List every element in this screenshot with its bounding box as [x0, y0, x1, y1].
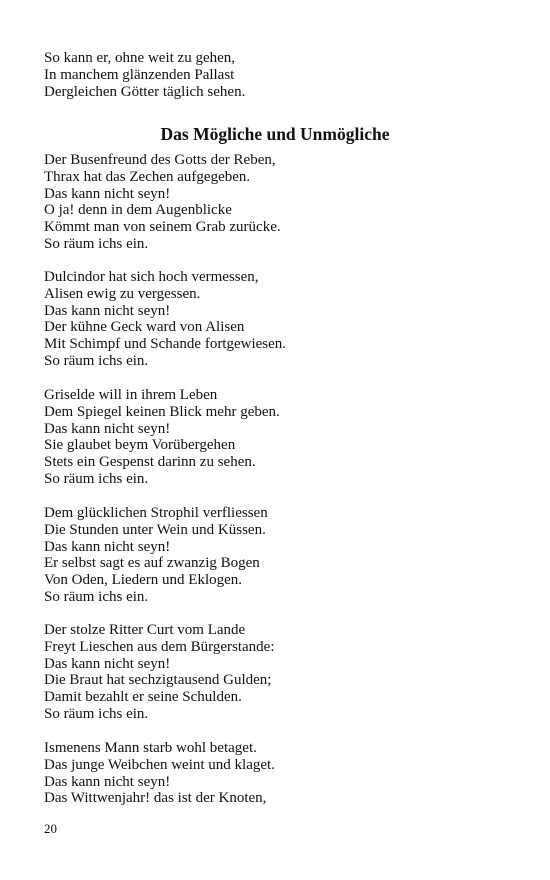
poem-line: Stets ein Gespenst darinn zu sehen.	[44, 454, 256, 471]
poem-line: Der Busenfreund des Gotts der Reben,	[44, 152, 276, 168]
poem-line: Die Braut hat sechzigtausend Gulden;	[44, 672, 272, 689]
poem-line: Der stolze Ritter Curt vom Lande	[44, 622, 246, 638]
poem-line: Dergleichen Götter täglich sehen.	[44, 83, 246, 100]
poem-line: Freyt Lieschen aus dem Bürgerstande:	[44, 638, 275, 655]
poem-line: Das junge Weibchen weint und klaget.	[44, 756, 275, 773]
poem-line: O ja! denn in dem Augenblicke	[44, 202, 232, 219]
stanza	[44, 622, 514, 723]
poem-line: Alisen ewig zu vergessen.	[44, 285, 201, 302]
stanza	[44, 505, 514, 606]
poem-line: Damit bezahlt er seine Schulden.	[44, 689, 242, 706]
poem-line: Der kühne Geck ward von Alisen	[44, 319, 245, 336]
poem-title: Das Mögliche und Unmögliche	[160, 124, 390, 144]
poem-line: In manchem glänzenden Pallast	[44, 66, 235, 83]
poem-line: So kann er, ohne weit zu gehen,	[44, 50, 236, 66]
stanza	[44, 269, 514, 370]
poem-line: So räum ichs ein.	[44, 588, 149, 605]
poem-line: So räum ichs ein.	[44, 470, 149, 487]
stanza	[44, 152, 514, 253]
poem-line: Thrax hat das Zechen aufgegeben.	[44, 168, 251, 185]
poem-line: Mit Schimpf und Schande fortgewiesen.	[44, 336, 287, 353]
stanza	[44, 740, 514, 807]
intro-stanza	[44, 50, 514, 100]
stanza	[44, 387, 514, 488]
poem-line: So räum ichs ein.	[44, 352, 149, 369]
poem-line: Die Stunden unter Wein und Küssen.	[44, 521, 266, 538]
poem-line: So räum ichs ein.	[44, 235, 149, 252]
poem-line: Sie glaubet beym Vorübergehen	[44, 437, 236, 454]
poem-line: So räum ichs ein.	[44, 705, 149, 722]
poem-line: Ismenens Mann starb wohl betaget.	[44, 740, 257, 756]
poem-line: Das kann nicht seyn!	[44, 302, 171, 319]
poem-line: Er selbst sagt es auf zwanzig Bogen	[44, 555, 260, 572]
poem-line: Das kann nicht seyn!	[44, 773, 171, 790]
poem-line: Von Oden, Liedern und Eklogen.	[44, 572, 243, 589]
poem-line: Griselde will in ihrem Leben	[44, 387, 218, 403]
page-number: 20	[44, 821, 57, 836]
poem-line: Kömmt man von seinem Grab zurücke.	[44, 219, 281, 236]
poem-line: Das kann nicht seyn!	[44, 655, 171, 672]
poem-line: Dem Spiegel keinen Blick mehr geben.	[44, 403, 280, 420]
poem-line: Das kann nicht seyn!	[44, 538, 171, 555]
poem-line: Das Wittwenjahr! das ist der Knoten,	[44, 790, 267, 807]
poem-line: Dulcindor hat sich hoch vermessen,	[44, 269, 259, 285]
poem-line: Das kann nicht seyn!	[44, 185, 171, 202]
poem-line: Dem glücklichen Strophil verfliessen	[44, 505, 268, 521]
poem-line: Das kann nicht seyn!	[44, 420, 171, 437]
